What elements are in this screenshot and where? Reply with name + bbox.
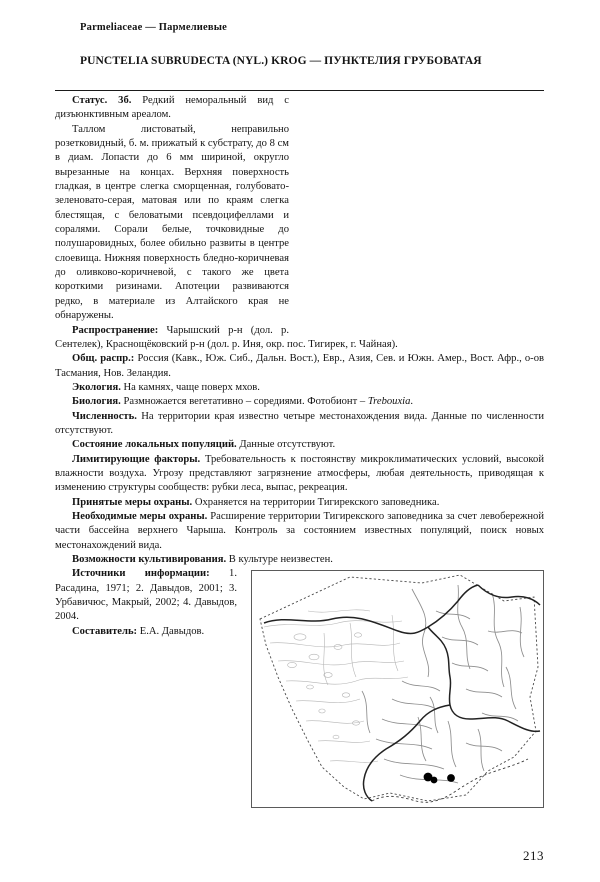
measures-taken-text: Охраняется на территории Тигирекского заповедника. bbox=[192, 496, 440, 508]
ecology-label: Экология. bbox=[72, 381, 121, 393]
biology-text-part-2: . bbox=[410, 396, 414, 408]
local-populations-text: Данные отсутствуют. bbox=[236, 439, 336, 451]
ecology-paragraph bbox=[55, 381, 544, 395]
measures-needed-text: Расширение территории Тигирекского заповедника за счет левобережной части бассейна верхнего Чарыша. Контроль за состоянием известных популяций, поиск новых местонахождений вида. bbox=[55, 510, 545, 551]
general-distribution-paragraph bbox=[55, 352, 544, 381]
status-text: Редкий неморальный вид с дизъюнктивным ареалом. bbox=[55, 95, 289, 121]
ecology-text: На камнях, чаще поверх мхов. bbox=[120, 381, 260, 393]
description-text: Таллом листоватый, неправильно розетковидный, б. м. прижатый к субстрату, до 8 см в диам. Лопасти до 6 мм шириной, округло вырезанные на концах. Верхняя поверхность гладкая, в центре слегка сморщенная, голубовато-зеленовато-серая, матовая или по краям слегка блестящая, с беловатыми псевдоцифеллами и соралями. Сорали белые, точковидные до полушаровидных, более обильно развиты в центре слоевища. Нижняя поверхность бледно-коричневая до оливково-коричневой, с такого же цвета короткими ризинами. Апотеции развиваются редко, в материале из Алтайского края не обнаружены. bbox=[55, 123, 289, 322]
cultivation-paragraph bbox=[55, 553, 544, 567]
species-heading: PUNCTELIA SUBRUDECTA (NYL.) KROG — ПУНКТЕЛИЯ ГРУБОВАТАЯ bbox=[80, 55, 482, 67]
distribution-map-figure bbox=[251, 570, 544, 808]
biology-label: Биология. bbox=[72, 396, 121, 408]
measures-taken-label: Принятые меры охраны. bbox=[72, 496, 193, 508]
limiting-factors-paragraph bbox=[55, 453, 544, 496]
biology-photobiont-taxon: Trebouxia bbox=[367, 396, 411, 408]
cultivation-text: В культуре неизвестен. bbox=[226, 554, 333, 565]
local-populations-paragraph bbox=[55, 438, 544, 452]
measures-taken-paragraph bbox=[55, 496, 544, 510]
lichen-photo-figure bbox=[301, 96, 544, 329]
map-point bbox=[431, 777, 438, 784]
biology-paragraph bbox=[55, 395, 544, 409]
measures-needed-label: Необходимые меры охраны. bbox=[72, 510, 208, 522]
general-distribution-label: Общ. распр.: bbox=[72, 353, 135, 365]
distribution-text: Чарышский р-н (дол. р. Сентелек), Краснощёковский р-н (дол. р. Иня, окр. пос. Тигирек, г. Чайная). bbox=[55, 324, 398, 350]
local-populations-label: Состояние локальных популяций. bbox=[72, 439, 237, 451]
biology-text-part-1: Размножается вегетативно – соредиями. Фотобионт – bbox=[120, 396, 368, 408]
abundance-paragraph bbox=[55, 410, 544, 439]
compiler-text: Е.А. Давыдов. bbox=[137, 625, 205, 637]
general-distribution-text: Россия (Кавк., Юж. Сиб., Дальн. Вост.), Евр., Азия, Сев. и Южн. Амер., Вост. Афр., о-ов Тасмания, Нов. Зеландия. bbox=[55, 353, 544, 379]
article-body bbox=[55, 94, 544, 808]
altai-krai-distribution-map bbox=[251, 570, 544, 808]
measures-needed-paragraph bbox=[55, 510, 544, 553]
limiting-factors-text: Требовательность к постоянству микроклиматических условий, высокой влажности воздуха. Угрозу представляют загрязнение атмосферы, любая деятельность, приводящая к изменению структуры сообществ: рубки леса, выпас, рекреация. bbox=[55, 453, 545, 494]
limiting-factors-label: Лимитирующие факторы. bbox=[72, 453, 201, 465]
status-label: Статус. 3б. bbox=[72, 95, 132, 106]
sources-label: Источники информации: bbox=[72, 568, 210, 580]
map-point bbox=[447, 774, 455, 782]
distribution-label: Распространение: bbox=[72, 324, 159, 336]
family-heading: Parmeliaceae — Пармелиевые bbox=[80, 22, 228, 33]
abundance-text: На территории края известно четыре местонахождения вида. Данные по численности отсутствуют. bbox=[55, 410, 544, 436]
header-divider bbox=[55, 90, 544, 91]
cultivation-label: Возможности культивирования. bbox=[72, 554, 227, 565]
compiler-label: Составитель: bbox=[72, 625, 138, 637]
page-number: 213 bbox=[523, 848, 544, 863]
sources-text: 1. Расадина, 1971; 2. Давыдов, 2001; 3. Урбавичюс, Макрый, 2002; 4. Давыдов, 2004. bbox=[55, 568, 237, 623]
lichen-thallus-photograph bbox=[301, 96, 544, 329]
abundance-label: Численность. bbox=[72, 410, 137, 422]
